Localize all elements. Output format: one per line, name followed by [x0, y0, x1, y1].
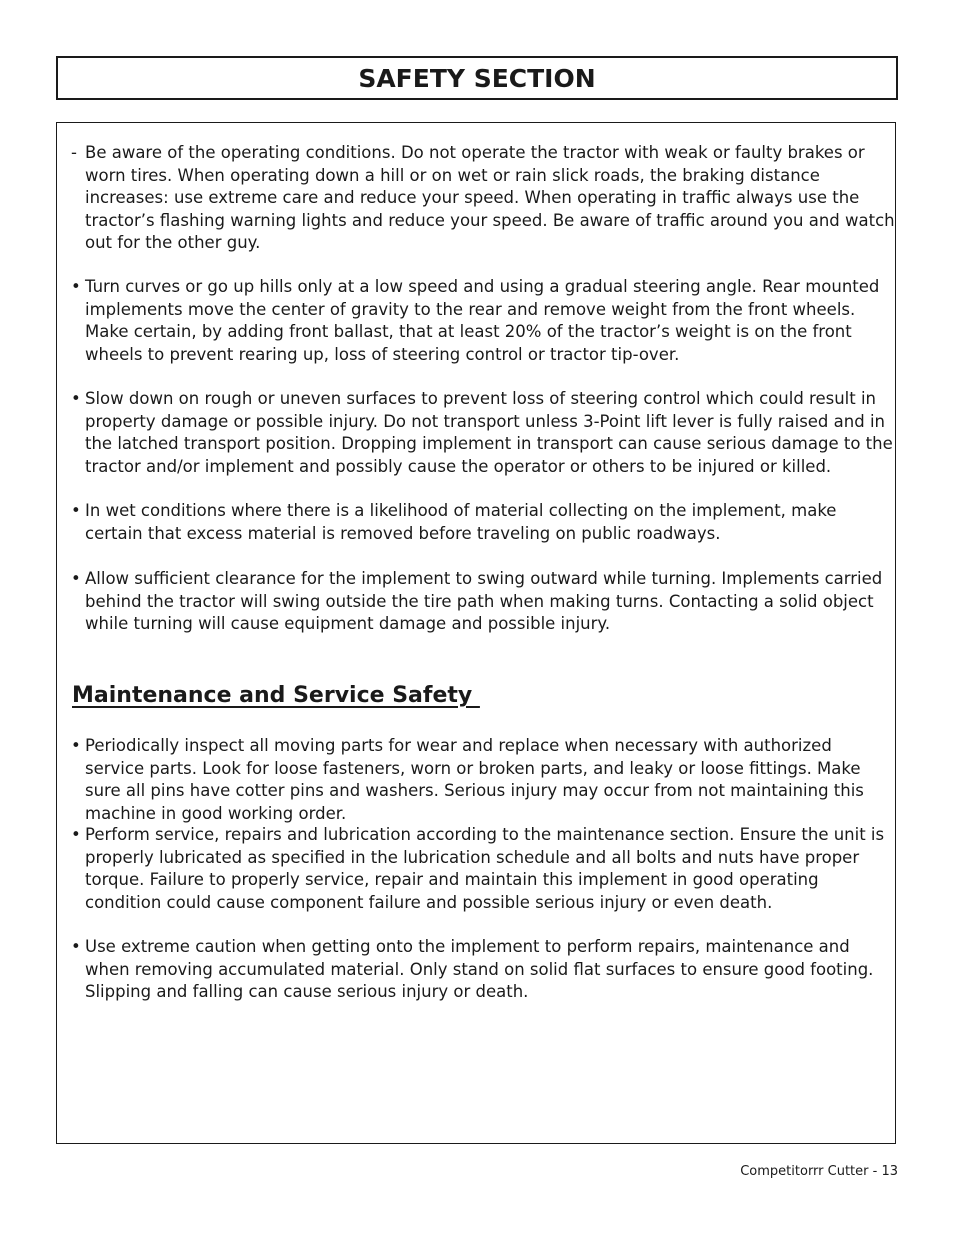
page-footer: Competitorrr Cutter - 13	[740, 1164, 898, 1179]
dash-marker: -	[71, 143, 77, 162]
safety-item-text: Turn curves or go up hills only at a low speed and using a gradual steering angle. Rear mounted implements move the center of gravity to the rear and remove weight from the front wheels. Make certain, by adding front ballast, that at least 20% of the tractor’s weight is on the front wheels to prevent rearing up, loss of steering control or tractor tip-over.	[85, 277, 880, 364]
safety-item-text: Allow sufficient clearance for the implement to swing outward while turning. Implements carried behind the tractor will swing outside the tire path when making turns. Contacting a solid object while turning will cause equipment damage and possible injury.	[85, 569, 883, 633]
safety-item-rough-surfaces	[71, 388, 895, 478]
maintenance-item-text: Perform service, repairs and lubrication according to the maintenance section. Ensure the unit is properly lubricated as specified in the lubrication schedule and all bolts and nuts have proper torque. Failure to properly service, repair and maintain this implement in good operating condition could cause component failure and possible serious injury or even death.	[85, 825, 885, 912]
safety-item-curves	[71, 276, 895, 366]
maintenance-heading: Maintenance and Service Safety	[72, 683, 480, 708]
bullet-marker: •	[71, 501, 81, 520]
safety-item-text: Be aware of the operating conditions. Do not operate the tractor with weak or faulty brakes or worn tires. When operating down a hill or on wet or rain slick roads, the braking distance increases: use extreme care and reduce your speed. When operating in traffic always use the tractor’s flashing warning lights and reduce your speed. Be aware of traffic around you and watch out for the other guy.	[85, 143, 895, 252]
safety-item-wet-conditions	[71, 500, 895, 545]
safety-item-text: In wet conditions where there is a likelihood of material collecting on the implement, make certain that excess material is removed before traveling on public roadways.	[85, 501, 837, 543]
bullet-marker: •	[71, 736, 81, 755]
safety-item-text: Slow down on rough or uneven surfaces to prevent loss of steering control which could result in property damage or possible injury. Do not transport unless 3-Point lift lever is fully raised and in the latched transport position. Dropping implement in transport can cause serious damage to the tractor and/or implement and possibly cause the operator or others to be injured or killed.	[85, 389, 893, 476]
maintenance-item-inspect	[71, 735, 895, 825]
section-title-box	[56, 56, 898, 100]
safety-item-conditions	[71, 142, 895, 255]
maintenance-item-text: Use extreme caution when getting onto the implement to perform repairs, maintenance and when removing accumulated material. Only stand on solid flat surfaces to ensure good footing. Slipping and falling can cause serious injury or death.	[85, 937, 874, 1001]
page-title: SAFETY SECTION	[358, 63, 596, 93]
bullet-marker: •	[71, 825, 81, 844]
maintenance-item-text: Periodically inspect all moving parts for wear and replace when necessary with authorized service parts. Look for loose fasteners, worn or broken parts, and leaky or loose fittings. Make sure all pins have cotter pins and washers. Serious injury may occur from not maintaining this machine in good working order.	[85, 736, 864, 823]
maintenance-item-service	[71, 824, 895, 914]
bullet-marker: •	[71, 569, 81, 588]
safety-item-clearance	[71, 568, 895, 636]
bullet-marker: •	[71, 937, 81, 956]
content-box	[56, 122, 896, 1144]
bullet-marker: •	[71, 389, 81, 408]
maintenance-item-caution	[71, 936, 895, 1004]
bullet-marker: •	[71, 277, 81, 296]
